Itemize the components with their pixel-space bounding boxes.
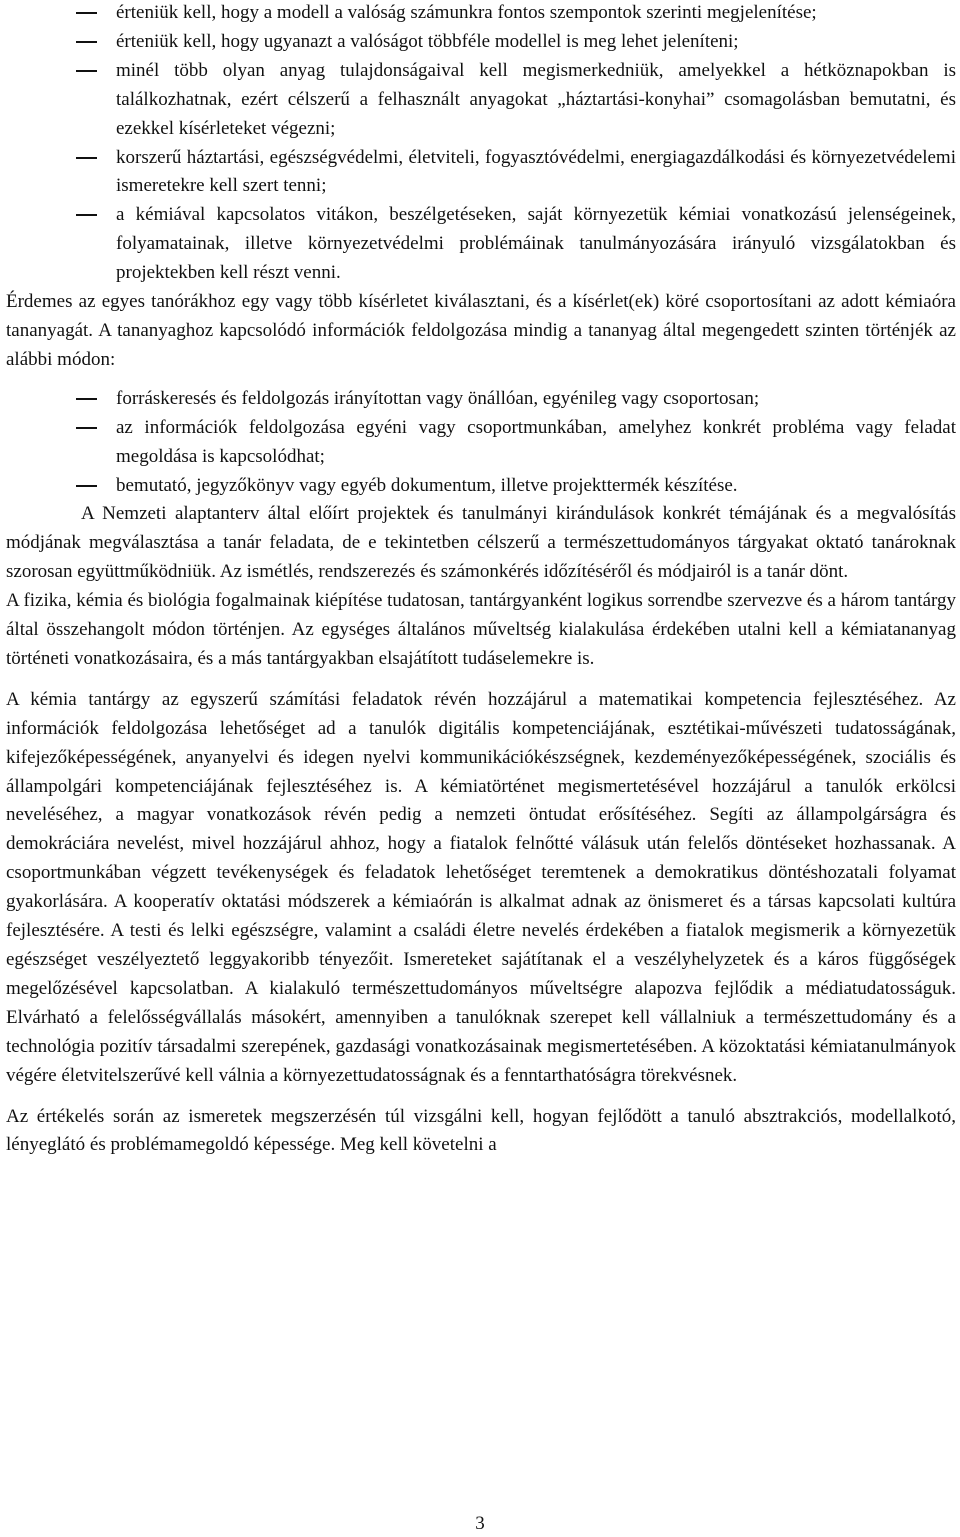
paragraph-ertekeles: Az értékelés során az ismeretek megszerzésén túl vizsgálni kell, hogyan fejlődött a tanuló absztrakciós, modellalkotó, lényeglátó és problémamegoldó képessége. Meg kell követelni a [6, 1105, 956, 1156]
paragraph-tananyag: Érdemes az egyes tanórákhoz egy vagy több kísérletet kiválasztani, és a kísérlet(ek) köré csoportosítani az adott kémiaóra tananyagát. A tananyaghoz kapcsolódó információk feldolgozása mindig a tananyag által megengedett szinten történjék az alábbi módon: [6, 291, 956, 370]
list-item-text: korszerű háztartási, egészségvédelmi, életviteli, fogyasztóvédelmi, energiagazdálkodási és környezetvédelemi ismeretekre kell szert tenni; [116, 146, 956, 197]
dash-bullet-icon [76, 41, 97, 43]
list-item [6, 57, 956, 144]
list-item-text: bemutató, jegyzőkönyv vagy egyéb dokumentum, illetve projekttermék készítése. [116, 474, 738, 496]
list-item-text: minél több olyan anyag tulajdonságaival kell megismerkedniük, amelyekkel a hétköznapokban is találkozhatnak, ezért célszerű a felhasznált anyagokat „háztartási-konyhai” csomagolásban bemutatni, és ezekkel kísérleteket végezni; [116, 59, 956, 139]
list-item [6, 144, 956, 202]
paragraph-kompetenciak: A kémia tantárgy az egyszerű számítási feladatok révén hozzájárul a matematikai kompetencia fejlesztéséhez. Az információk feldolgozása lehetőséget ad a tanulók digitális kompetenciájának, esztétikai-művészeti tudatosságának, kifejezőképességének, anyanyelvi és idegen nyelvi kommunikációkészségnek, kezdeményezőképességének, szociális és állampolgári kompetenciájának fejlesztéséhez is. A kémiatörténet megismertetésével hozzájárul a tanulók erkölcsi neveléséhez, a magyar vonatkozások révén pedig a nemzeti öntudat erősítéséhez. Segíti az állampolgárságra és demokráciára nevelést, mivel hozzájárul ahhoz, hogy a fiatalok felnőtté válásuk után felelős döntéseket hozhassanak. A csoportmunkában végzett tevékenységek és feladatok lehetőséget teremtenek a demokratikus döntéshozatali folyamat gyakorlására. A kooperatív oktatási módszerek a kémiaórán is alkalmat adnak az önismeret és a társas kapcsolati kultúra fejlesztésére. A testi és lelki egészségre, valamint a családi életre nevelés érdekében a fiatalok megismerik a környezetük egészséget veszélyeztető leggyakoribb tényezőit. Ismereteket sajátítanak el a veszélyhelyzetek és a káros függőségek megelőzésével kapcsolatban. A kialakuló természettudományos műveltségre alapozva fejlődik a médiatudatosságuk. Elvárható a felelősségvállalás másokért, amennyiben a tanulóknak szerepet kell vállalniuk a természettudomány és a technológia pozitív társadalmi szerepének, gazdasági vonatkozásainak megismertetésében. A közoktatási kémiatanulmányok végére életvitelszerűvé kell válnia a környezettudatosságnak és a fenntarthatóságra törekvésnek. [6, 688, 956, 1086]
list-item-text: a kémiával kapcsolatos vitákon, beszélgetéseken, saját környezetük kémiai vonatkozású jelenségeinek, folyamatainak, illetve környezetvédelmi problémáinak tanulmányozására irányuló vizsgálatokban és projektekben kell részt venni. [116, 204, 956, 284]
list-item-text: az információk feldolgozása egyéni vagy csoportmunkában, amelyhez konkrét probléma vagy feladat megoldása is kapcsolódhat; [116, 416, 956, 467]
page-number: 3 [475, 1513, 485, 1534]
dash-bullet-icon [76, 398, 97, 400]
list-item-text: érteniük kell, hogy ugyanazt a valóságot többféle modellel is meg lehet jeleníteni; [116, 30, 739, 52]
dash-bullet-icon [76, 12, 97, 14]
list-item [6, 0, 956, 28]
dash-bullet-icon [76, 214, 97, 216]
list-item [6, 385, 956, 414]
paragraph-nat-projektek: A Nemzeti alaptanterv által előírt projektek és tanulmányi kirándulások konkrét témájának és a megvalósítás módjának megválasztása a tanár feladata, de e tekintetben célszerű a természettudományos tárgyakat oktató tanároknak szorosan együttműködniük. Az ismétlés, rendszerezés és számonkérés időzítéséről és módjairól is a tanár dönt. [6, 503, 956, 583]
list-item [6, 201, 956, 288]
list-item [6, 414, 956, 472]
dash-bullet-icon [76, 485, 97, 487]
bullet-list-1 [6, 0, 956, 288]
list-item [6, 472, 956, 501]
paragraph-fizika-kemia-biologia: A fizika, kémia és biológia fogalmainak kiépítése tudatosan, tantárgyanként logikus sorrendbe szervezve és a három tantárgy által összehangolt módon történjen. Az egységes általános műveltség kialakulása érdekében utalni kell a kémiatananyag történeti vonatkozásaira, és a más tantárgyakban elsajátított tudáselemekre is. [6, 590, 956, 669]
dash-bullet-icon [76, 427, 97, 429]
dash-bullet-icon [76, 157, 97, 159]
dash-bullet-icon [76, 70, 97, 72]
list-item [6, 28, 956, 57]
document-page [6, 0, 956, 1160]
list-item-text: érteniük kell, hogy a modell a valóság számunkra fontos szempontok szerinti megjelenítése; [116, 2, 817, 23]
bullet-list-2 [6, 385, 956, 501]
list-item-text: forráskeresés és feldolgozás irányítottan vagy önállóan, egyénileg vagy csoportosan; [116, 387, 760, 409]
